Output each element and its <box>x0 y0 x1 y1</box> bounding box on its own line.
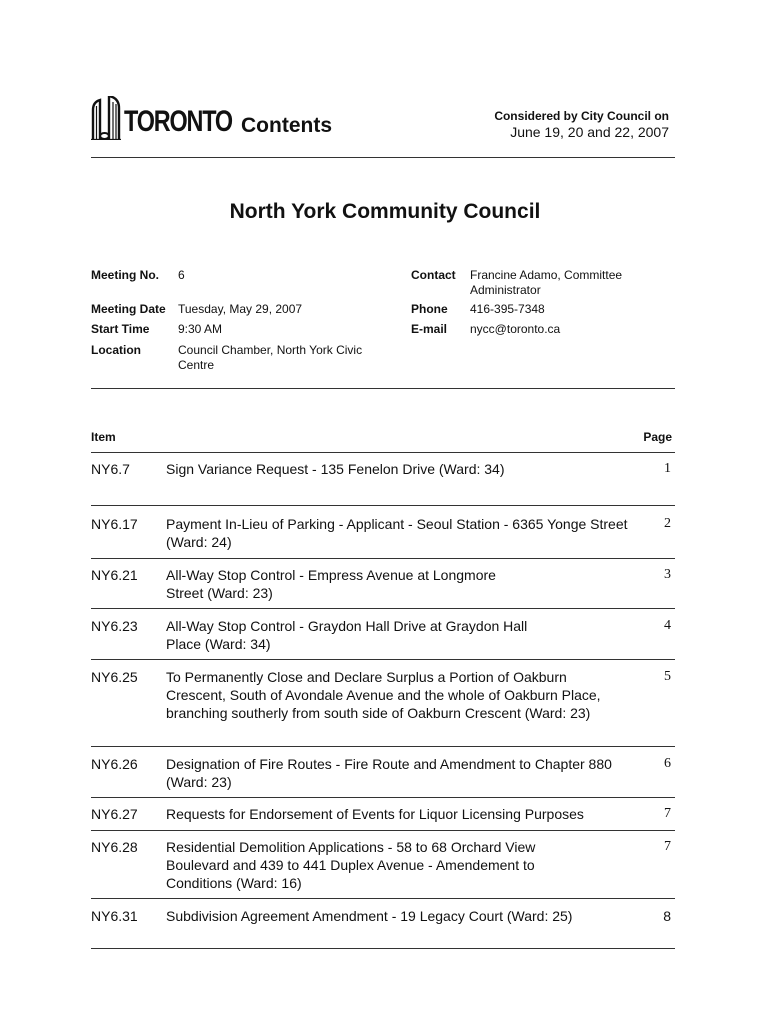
item-description: Residential Demolition Applications - 58 to 68 Orchard View Boulevard and 439 to 441 Duplex Avenue - Amendement to Conditions (Ward: 16) <box>166 839 536 891</box>
item-description: Designation of Fire Routes - Fire Route and Amendment to Chapter 880 (Ward: 23) <box>166 756 612 790</box>
item-page: 3 <box>664 567 671 582</box>
council-dates: June 19, 20 and 22, 2007 <box>510 124 669 140</box>
item-code: NY6.31 <box>91 908 138 924</box>
logo-wordmark: TORONTO <box>124 105 232 138</box>
row-divider <box>91 898 675 899</box>
item-page: 7 <box>664 806 671 821</box>
item-description: Payment In-Lieu of Parking - Applicant - Seoul Station - 6365 Yonge Street (Ward: 24) <box>166 516 628 550</box>
row-divider <box>91 558 675 559</box>
item-page: 4 <box>664 618 671 633</box>
contact-label: Contact <box>411 268 456 282</box>
item-column-header: Item <box>91 430 116 444</box>
item-page: 6 <box>664 756 671 771</box>
table-header-divider <box>91 452 675 453</box>
item-page: 2 <box>664 516 671 531</box>
page-title: North York Community Council <box>229 200 541 223</box>
item-page: 1 <box>664 461 671 476</box>
document-header <box>91 96 675 158</box>
contact: Francine Adamo, Committee Administrator <box>470 268 623 297</box>
city-hall-icon <box>91 96 121 140</box>
item-code: NY6.25 <box>91 669 138 685</box>
item-page: 8 <box>663 908 671 924</box>
start-time: 9:30 AM <box>178 322 223 336</box>
item-code: NY6.26 <box>91 756 138 772</box>
header-divider <box>91 157 675 158</box>
meeting-number: 6 <box>178 268 185 282</box>
row-divider <box>91 830 675 831</box>
page-column-header: Page <box>643 430 672 444</box>
row-divider <box>91 659 675 660</box>
row-divider <box>91 746 675 747</box>
item-code: NY6.7 <box>91 461 130 477</box>
item-code: NY6.23 <box>91 618 138 634</box>
phone-label: Phone <box>411 302 448 316</box>
item-description: To Permanently Close and Declare Surplus a Portion of Oakburn Crescent, South of Avondale Avenue and the whole of Oakburn Place, branching southerly from south side of Oakburn Crescent (Ward: 23) <box>166 669 601 721</box>
item-code: NY6.27 <box>91 806 138 822</box>
start-time-label: Start Time <box>91 322 150 336</box>
toronto-logo <box>91 96 262 140</box>
item-description: Subdivision Agreement Amendment - 19 Legacy Court (Ward: 25) <box>166 908 573 924</box>
phone: 416-395-7348 <box>470 302 545 316</box>
location: Council Chamber, North York Civic Centre <box>178 343 363 372</box>
location-label: Location <box>91 343 141 357</box>
item-page: 7 <box>664 839 671 854</box>
item-description: Sign Variance Request - 135 Fenelon Drive (Ward: 34) <box>166 461 505 477</box>
item-code: NY6.17 <box>91 516 138 532</box>
item-code: NY6.28 <box>91 839 138 855</box>
considered-label: Considered by City Council on <box>494 109 669 123</box>
item-description: All-Way Stop Control - Empress Avenue at Longmore Street (Ward: 23) <box>166 567 496 601</box>
row-divider <box>91 608 675 609</box>
item-page: 5 <box>664 669 671 684</box>
details-divider <box>91 388 675 389</box>
section-title: Contents <box>241 114 332 137</box>
meeting-date-label: Meeting Date <box>91 302 166 316</box>
item-description: All-Way Stop Control - Graydon Hall Drive at Graydon Hall Place (Ward: 34) <box>166 618 528 652</box>
table-bottom-rule <box>91 948 675 949</box>
row-divider <box>91 505 675 506</box>
item-code: NY6.21 <box>91 567 138 583</box>
meeting-date: Tuesday, May 29, 2007 <box>178 302 303 316</box>
meeting-number-label: Meeting No. <box>91 268 159 282</box>
email-label: E-mail <box>411 322 448 336</box>
email-link[interactable]: nycc@toronto.ca <box>470 322 561 336</box>
row-divider <box>91 797 675 798</box>
item-description: Requests for Endorsement of Events for Liquor Licensing Purposes <box>166 806 584 822</box>
